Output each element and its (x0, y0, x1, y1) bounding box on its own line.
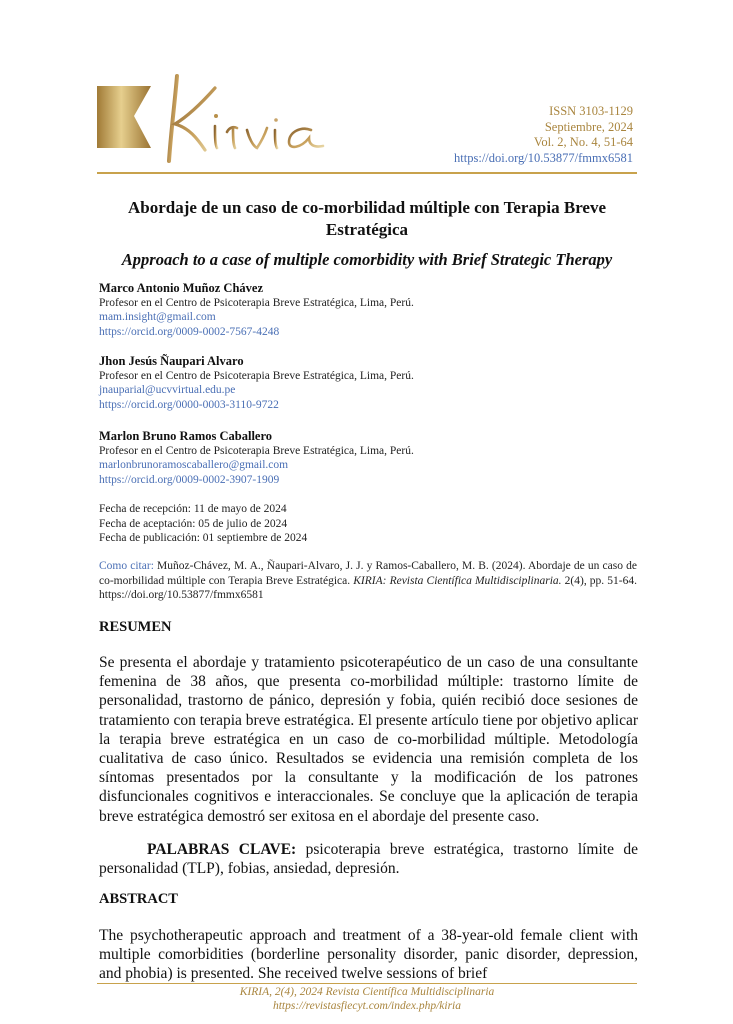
citation-doi: 2(4), pp. 51-64. https://doi.org/10.53877/fmmx6581 (99, 574, 637, 601)
citation-block (99, 559, 637, 603)
author-orcid[interactable]: https://orcid.org/0009-0002-7567-4248 (99, 325, 280, 338)
author-affiliation: Profesor en el Centro de Psicoterapia Breve Estratégica, Lima, Perú. (99, 444, 414, 457)
footer-divider (97, 983, 637, 984)
author-name: Jhon Jesús Ñaupari Alvaro (99, 354, 244, 368)
page-footer (97, 985, 637, 1013)
citation-journal: KIRIA: Revista Científica Multidisciplinaria. (353, 574, 562, 587)
keywords-block (99, 840, 638, 878)
journal-header (97, 66, 637, 174)
author-block (99, 429, 619, 487)
citation-label: Como citar: (99, 560, 154, 572)
author-email[interactable]: mam.insight@gmail.com (99, 311, 216, 323)
resumen-heading: RESUMEN (99, 619, 172, 635)
date-published: Fecha de publicación: 01 septiembre de 2024 (99, 532, 308, 544)
issue-date: Septiembre, 2024 (544, 119, 633, 134)
article-subtitle: Approach to a case of multiple comorbidity with Brief Strategic Therapy (121, 250, 613, 269)
resumen-text: Se presenta el abordaje y tratamiento psicoterapéutico de un caso de una consultante femenina de 38 años, que presenta co-morbilidad múltiple: trastorno límite de personalidad, trastorno de pánico, depresión y fobia, quién recibió doce sesiones de tratamiento con terapia breve estratégica. El presente artículo tiene por objetivo aplicar la terapia breve estratégica en un caso de co-morbilidad múltiple. Metodología cualitativa de caso único. Resultados se evidencia una remisión completa de los síntomas presentados por la consultante y la modificación de los patrones disfuncionales cognitivos e interaccionales. Se concluye que la aplicación de terapia breve estratégica demostró ser exitosa en el abordaje del presente caso. (99, 654, 638, 825)
author-orcid[interactable]: https://orcid.org/0000-0003-3110-9722 (99, 398, 279, 411)
kiria-logo (97, 66, 337, 166)
journal-meta (454, 104, 633, 166)
citation-text: Muñoz-Chávez, M. A., Ñaupari-Alvaro, J. J. y Ramos-Caballero, M. B. (2024). Abordaje de un caso de co-morbilidad múltiple con Terapia Breve Estratégica. (99, 560, 637, 587)
author-affiliation: Profesor en el Centro de Psicoterapia Breve Estratégica, Lima, Perú. (99, 296, 414, 309)
date-received: Fecha de recepción: 11 de mayo de 2024 (99, 503, 287, 515)
author-block (99, 281, 619, 339)
article-title: Abordaje de un caso de co-morbilidad múltiple con Terapia Breve Estratégica (127, 198, 607, 239)
publication-dates (99, 502, 307, 546)
doi-link[interactable]: https://doi.org/10.53877/fmmx6581 (454, 150, 633, 165)
author-name: Marco Antonio Muñoz Chávez (99, 281, 263, 295)
volume-info: Vol. 2, No. 4, 51-64 (533, 135, 633, 149)
author-name: Marlon Bruno Ramos Caballero (99, 429, 273, 443)
footer-url[interactable]: https://revistasfiecyt.com/index.php/kiria (272, 1000, 461, 1012)
author-email[interactable]: marlonbrunoramoscaballero@gmail.com (99, 459, 289, 471)
author-block (99, 354, 619, 412)
keywords-text: psicoterapia breve estratégica, trastorno límite de personalidad (TLP), fobias, ansiedad, depresión. (99, 841, 639, 878)
date-accepted: Fecha de aceptación: 05 de julio de 2024 (99, 517, 288, 530)
header-divider (97, 172, 637, 174)
author-email[interactable]: jnauparial@ucvvirtual.edu.pe (99, 384, 236, 396)
footer-journal: KIRIA, 2(4), 2024 Revista Científica Multidisciplinaria (239, 986, 495, 998)
keywords-label: PALABRAS CLAVE: (147, 841, 297, 858)
abstract-heading: ABSTRACT (99, 891, 178, 907)
issn: ISSN 3103-1129 (549, 104, 633, 118)
abstract-text: The psychotherapeutic approach and treatment of a 38-year-old female client with multiple comorbidities (borderline personality disorder, panic disorder, depression, and phobia) is presented. She received twelve sessions of brief (99, 927, 638, 983)
author-affiliation: Profesor en el Centro de Psicoterapia Breve Estratégica, Lima, Perú. (99, 369, 414, 382)
author-orcid[interactable]: https://orcid.org/0009-0002-3907-1909 (99, 473, 280, 486)
